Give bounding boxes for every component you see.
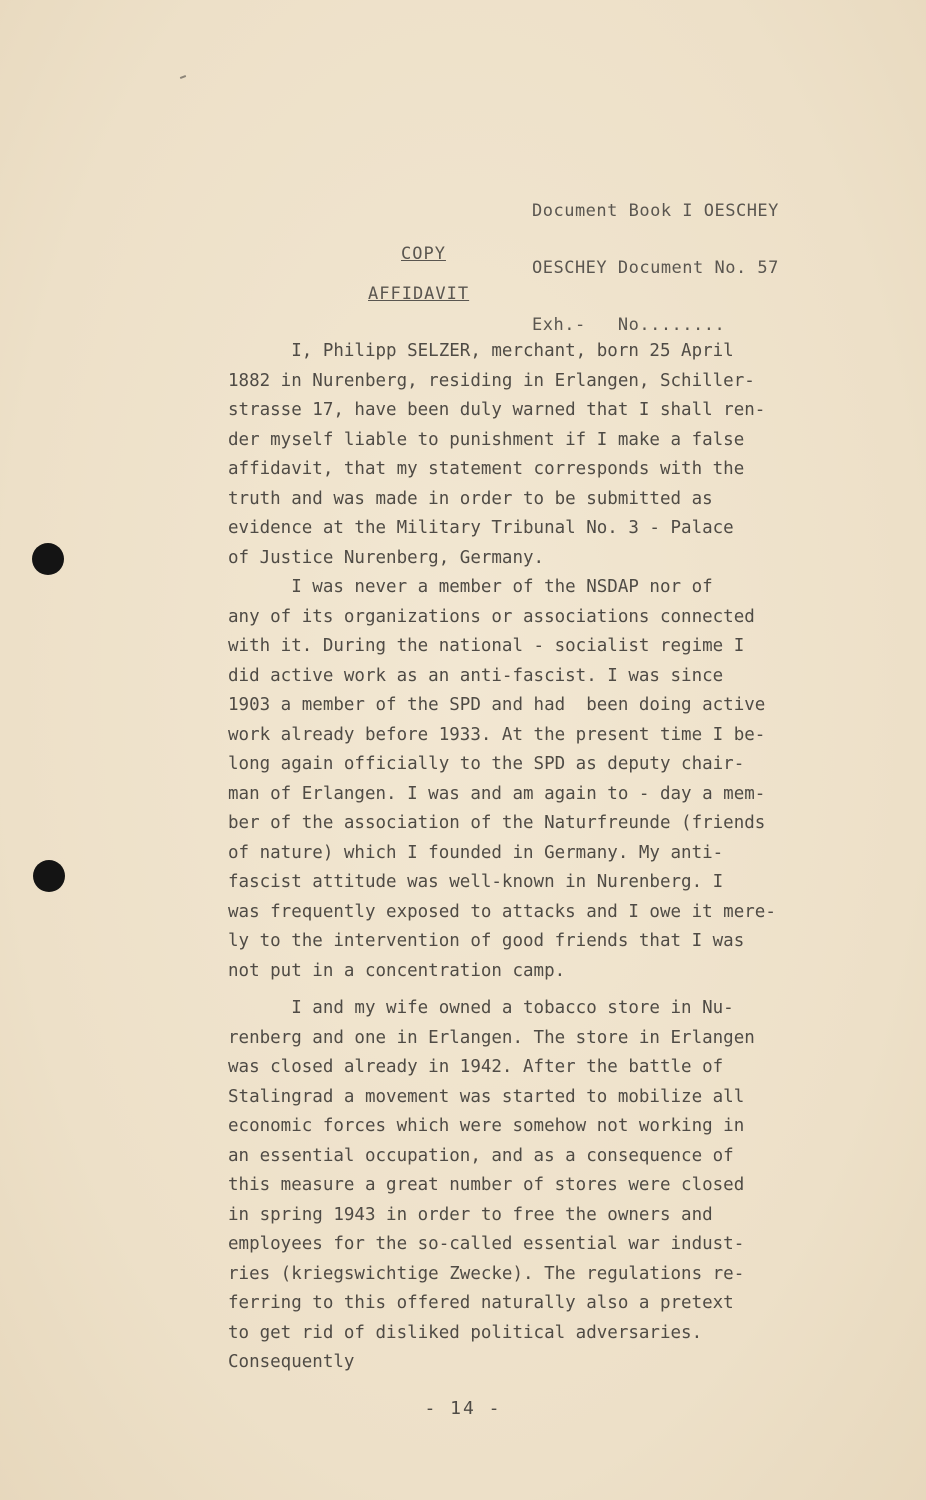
text-line: of nature) which I founded in Germany. My anti- <box>228 842 724 863</box>
text-line: was frequently exposed to attacks and I owe it mere- <box>228 901 776 922</box>
text-line: strasse 17, have been duly warned that I shall ren- <box>228 400 766 420</box>
text-line: to get rid of disliked political adversaries. <box>228 1322 703 1343</box>
text-line: ries (kriegswichtige Zwecke). The regulations re- <box>228 1263 745 1284</box>
text-line: Stalingrad a movement was started to mobilize all <box>228 1086 745 1107</box>
text-line: employees for the so-called essential war indust- <box>228 1234 745 1254</box>
paragraph-1 <box>228 337 848 573</box>
text-line: ber of the association of the Naturfreunde (friends <box>228 813 766 833</box>
text-line: this measure a great number of stores were closed <box>228 1175 745 1195</box>
paragraph-3 <box>228 994 848 1378</box>
text-line: economic forces which were somehow not working in <box>228 1116 745 1136</box>
punch-hole-top <box>32 543 64 575</box>
text-line: 1903 a member of the SPD and had been doing active <box>228 695 766 715</box>
text-line: was closed already in 1942. After the battle of <box>228 1057 724 1077</box>
text-line: fascist attitude was well-known in Nurenberg. I <box>228 872 724 892</box>
text-line: ly to the intervention of good friends that I was <box>228 931 745 951</box>
header-book-line: Document Book I OESCHEY <box>532 201 779 221</box>
text-line: truth and was made in order to be submitted as <box>228 488 713 509</box>
copy-title: COPY <box>401 244 446 264</box>
punch-hole-bottom <box>33 860 65 892</box>
text-line: I and my wife owned a tobacco store in Nu- <box>228 998 734 1018</box>
text-line: an essential occupation, and as a consequence of <box>228 1145 734 1166</box>
text-line: any of its organizations or associations connected <box>228 606 755 627</box>
text-line: affidavit, that my statement corresponds with the <box>228 459 745 479</box>
affidavit-title: AFFIDAVIT <box>368 284 470 304</box>
text-line: I was never a member of the NSDAP nor of <box>228 577 713 597</box>
text-line: ferring to this offered naturally also a pretext <box>228 1293 734 1313</box>
text-line: der myself liable to punishment if I make a false <box>228 429 745 450</box>
paragraph-2 <box>228 573 848 986</box>
page-number: - 14 - <box>424 1398 502 1419</box>
text-line: in spring 1943 in order to free the owners and <box>228 1204 713 1225</box>
text-line: of Justice Nurenberg, Germany. <box>228 547 545 568</box>
paper-speck <box>180 75 186 79</box>
text-line: evidence at the Military Tribunal No. 3 - Palace <box>228 518 734 538</box>
header-exhibit-line: Exh.- No........ <box>532 315 726 335</box>
text-line: 1882 in Nurenberg, residing in Erlangen, Schiller- <box>228 370 755 391</box>
text-line: I, Philipp SELZER, merchant, born 25 April <box>228 341 734 361</box>
text-line: not put in a concentration camp. <box>228 960 566 981</box>
text-line: man of Erlangen. I was and am again to - day a mem- <box>228 783 766 804</box>
text-line: with it. During the national - socialist regime I <box>228 636 745 656</box>
text-line: work already before 1933. At the present time I be- <box>228 724 766 745</box>
text-line: renberg and one in Erlangen. The store in Erlangen <box>228 1027 755 1048</box>
text-line: long again officially to the SPD as deputy chair- <box>228 754 745 774</box>
text-line: Consequently <box>228 1352 355 1372</box>
header-document-line: OESCHEY Document No. 57 <box>532 258 779 278</box>
text-line: did active work as an anti-fascist. I was since <box>228 665 724 686</box>
